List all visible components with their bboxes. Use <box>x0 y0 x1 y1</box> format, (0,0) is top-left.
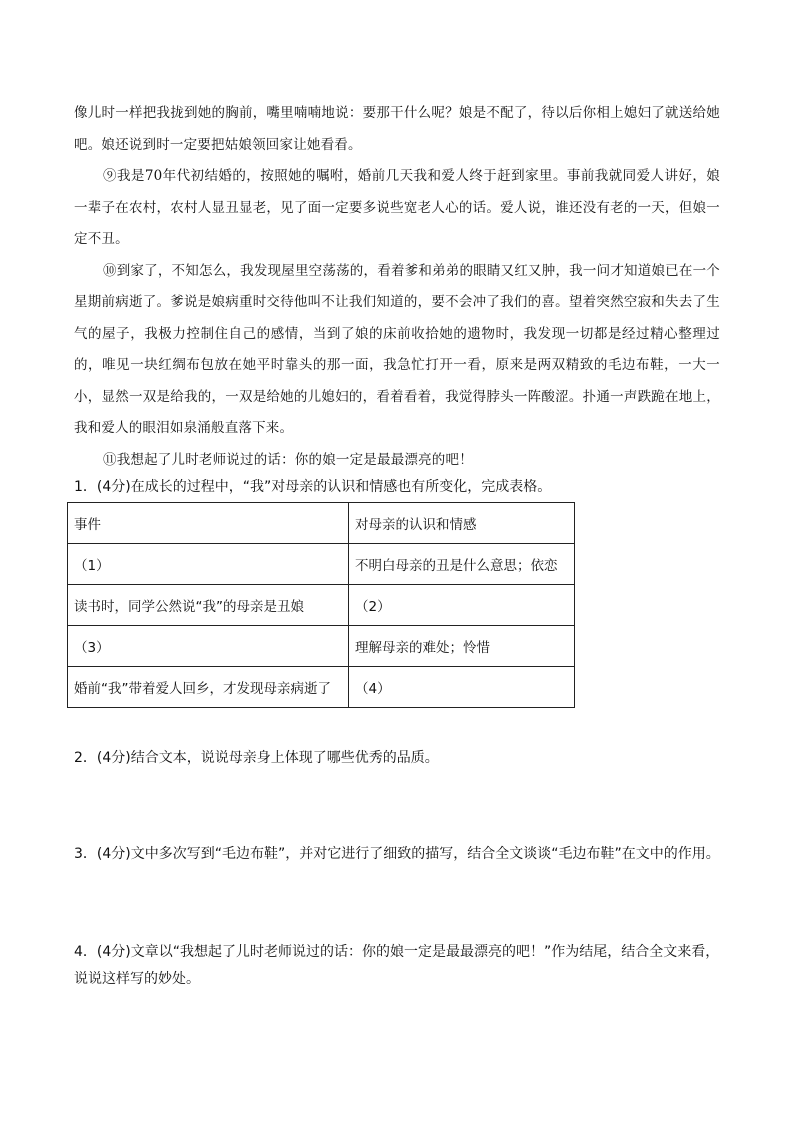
table-header-row <box>68 503 575 544</box>
question-3: 3．(4分)文中多次写到“毛边布鞋”，并对它进行了细致的描写，结合全文谈谈“毛边布鞋”在文中的作用。 <box>74 846 720 862</box>
table-row <box>68 626 575 667</box>
table-cell: 不明白母亲的丑是什么意思；依恋 <box>349 544 575 585</box>
table-cell: （1） <box>68 544 349 585</box>
question-1: 1．(4分)在成长的过程中，“我”对母亲的认识和情感也有所变化，完成表格。 <box>74 479 552 495</box>
answer-table <box>67 502 575 708</box>
question-2: 2．(4分)结合文本，说说母亲身上体现了哪些优秀的品质。 <box>74 750 439 766</box>
paragraph-9: ⑨我是70年代初结婚的，按照她的嘱咐，婚前几天我和爱人终于赶到家里。事前我就同爱人讲好，娘一辈子在农村，农村人显丑显老，见了面一定要多说些宽老人心的话。爱人说，谁还没有老的一天，但娘一定不丑。 <box>74 168 720 247</box>
paragraph-11: ⑪我想起了儿时老师说过的话：你的娘一定是最最漂亮的吧！ <box>103 451 473 468</box>
reading-passage <box>74 98 720 476</box>
paragraph-continued: 像儿时一样把我拢到她的胸前，嘴里喃喃地说：要那干什么呢？娘是不配了，待以后你相上媳妇了就送给她吧。娘还说到时一定要把姑娘领回家让她看看。 <box>74 105 720 153</box>
table-cell: （3） <box>68 626 349 667</box>
paragraph-10: ⑩到家了，不知怎么，我发现屋里空荡荡的，看着爹和弟弟的眼睛又红又肿，我一问才知道娘已在一个星期前病逝了。爹说是娘病重时交待他叫不让我们知道的，要不会冲了我们的喜。望着突然空寂和失去了生气的屋子，我极力控制住自己的感情，当到了娘的床前收拾她的遗物时，我发现一切都是经过精心整理过的，唯见一块红绸布包放在她平时靠头的那一面，我急忙打开一看，原来是两双精致的毛边布鞋，一大一小，显然一双是给我的，一双是给她的儿媳妇的，看着看着，我觉得脖头一阵酸涩。扑通一声跌跪在地上，我和爱人的眼泪如泉涌般直落下来。 <box>74 262 720 436</box>
table-cell: 读书时，同学公然说“我”的母亲是丑娘 <box>68 585 349 626</box>
table-cell: （4） <box>349 667 575 708</box>
table-header-cell: 事件 <box>68 503 349 544</box>
table-cell: 理解母亲的难处；怜惜 <box>349 626 575 667</box>
table-header-cell: 对母亲的认识和情感 <box>349 503 575 544</box>
table-cell: （2） <box>349 585 575 626</box>
table-cell: 婚前“我”带着爱人回乡，才发现母亲病逝了 <box>68 667 349 708</box>
table-row <box>68 667 575 708</box>
question-4: 4．(4分)文章以“我想起了儿时老师说过的话：你的娘一定是最最漂亮的吧！”作为结尾，结合全文来看，说说这样写的妙处。 <box>74 944 720 987</box>
table-row <box>68 585 575 626</box>
table-row <box>68 544 575 585</box>
